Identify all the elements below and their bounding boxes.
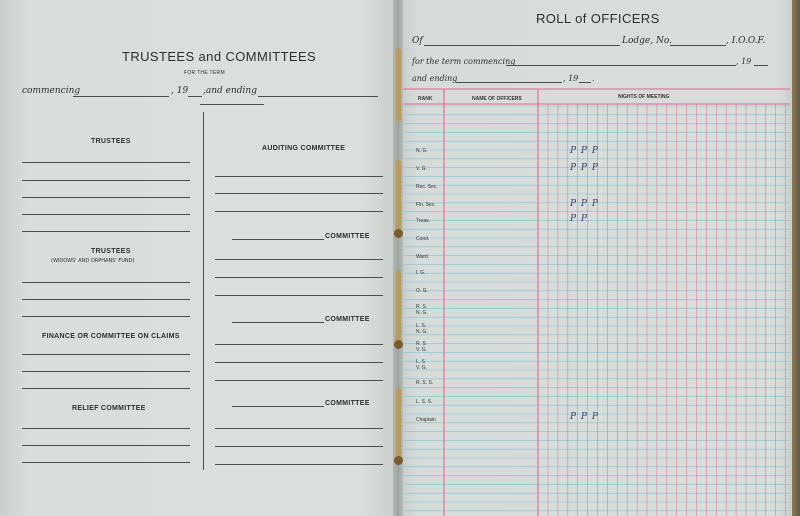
binding-hole [394,229,403,238]
right-page [398,0,792,516]
term-subtitle: FOR THE TERM [184,70,225,76]
book-edge [792,0,800,516]
rank-label: Cond. [416,236,430,242]
year-label-1: , 19 [736,57,752,66]
term-line [506,65,736,66]
ending-line [258,96,378,97]
rank-label: R. S. S. [416,380,434,386]
attendance-mark: P P P [570,163,599,173]
trustee-fund-line [22,282,190,283]
binding-hole [394,340,403,349]
col-rank-header: RANK [418,96,433,102]
committee-line [215,362,383,363]
year-label-2: , 19 [563,74,579,83]
rank-label: L. S. N. G. [416,323,428,335]
binding-thread [396,270,401,344]
committee-name-line [232,406,324,407]
auditing-line [215,211,383,212]
committee-name-line [232,322,324,323]
finance-line [22,354,190,355]
rank-label: Chaplain [416,417,436,423]
trustee-line [22,162,190,163]
right-page-title: ROLL of OFFICERS [536,11,660,26]
commencing-line [73,96,169,97]
col-nights-header: NIGHTS OF MEETING [618,94,670,100]
ending-label-right: and ending [412,74,458,83]
trustee-line [22,214,190,215]
rank-label: L. S. V. G. [416,359,427,371]
binding-thread [396,160,401,234]
trustee-fund-line [22,299,190,300]
trustee-line [22,231,190,232]
binding-thread [396,388,401,462]
order-label: , I.O.O.F. [726,36,766,46]
trustee-line [22,197,190,198]
relief-heading: RELIEF COMMITTEE [72,405,146,412]
commencing-label: commencing [22,86,81,96]
relief-line [22,462,190,463]
ending-line-right [456,82,562,83]
ending-underline [200,104,264,105]
rank-label: Fin. Sec. [416,202,436,208]
auditing-line [215,176,383,177]
trustees-fund-heading: TRUSTEES [91,248,131,255]
rank-label: O. G. [416,288,428,294]
year-line [188,96,202,97]
attendance-mark: P P P [570,412,599,422]
finance-heading: FINANCE OR COMMITTEE ON CLAIMS [42,333,180,340]
rank-label: N. G. [416,148,428,154]
year-line-1 [754,65,768,66]
binding-thread [396,48,401,122]
attendance-mark: P P P [570,199,599,209]
committee-line [215,380,383,381]
ending-label: ,and ending [203,86,257,96]
committee-line [215,464,383,465]
lodge-name-line [424,45,620,46]
trustee-fund-line [22,316,190,317]
year-prefix: , 19 [171,86,189,96]
finance-line [22,388,190,389]
rank-label: I. G. [416,270,426,276]
binding-hole [394,456,403,465]
committee-line [215,259,383,260]
left-page [0,0,398,516]
committee-line [215,277,383,278]
relief-line [22,445,190,446]
committee-line [215,295,383,296]
committee-name-line [232,239,324,240]
rank-label: L. S. S. [416,399,433,405]
lodge-label: Lodge, No. [622,36,672,46]
finance-line [22,371,190,372]
auditing-line [215,193,383,194]
lodge-number-line [670,45,726,46]
rank-label: Treas. [416,218,430,224]
attendance-mark: P P [570,214,588,224]
relief-line [22,428,190,429]
of-label: Of [412,36,423,46]
rank-label: Rec. Sec. [416,184,438,190]
rank-label: R. S. V. G. [416,341,428,353]
year-line-2 [579,82,591,83]
col-name-header: NAME OF OFFICERS [472,96,522,102]
committee-line [215,446,383,447]
trustees-heading: TRUSTEES [91,138,131,145]
column-divider [203,112,204,470]
auditing-heading: AUDITING COMMITTEE [262,145,346,152]
committee-line [215,428,383,429]
rank-label: R. S. N. G. [416,304,428,316]
year-suffix: . [592,74,595,83]
trustee-line [22,180,190,181]
committee-line [215,344,383,345]
committee-label: COMMITTEE [325,400,370,407]
term-label: for the term commencing [412,57,516,66]
attendance-mark: P P P [570,146,599,156]
left-page-title: TRUSTEES and COMMITTEES [122,49,317,64]
rank-label: Ward. [416,254,430,260]
committee-label: COMMITTEE [325,233,370,240]
trustees-fund-subheading: (WIDOWS' AND ORPHANS' FUND) [51,258,135,264]
rank-label: V. G. [416,166,427,172]
committee-label: COMMITTEE [325,316,370,323]
